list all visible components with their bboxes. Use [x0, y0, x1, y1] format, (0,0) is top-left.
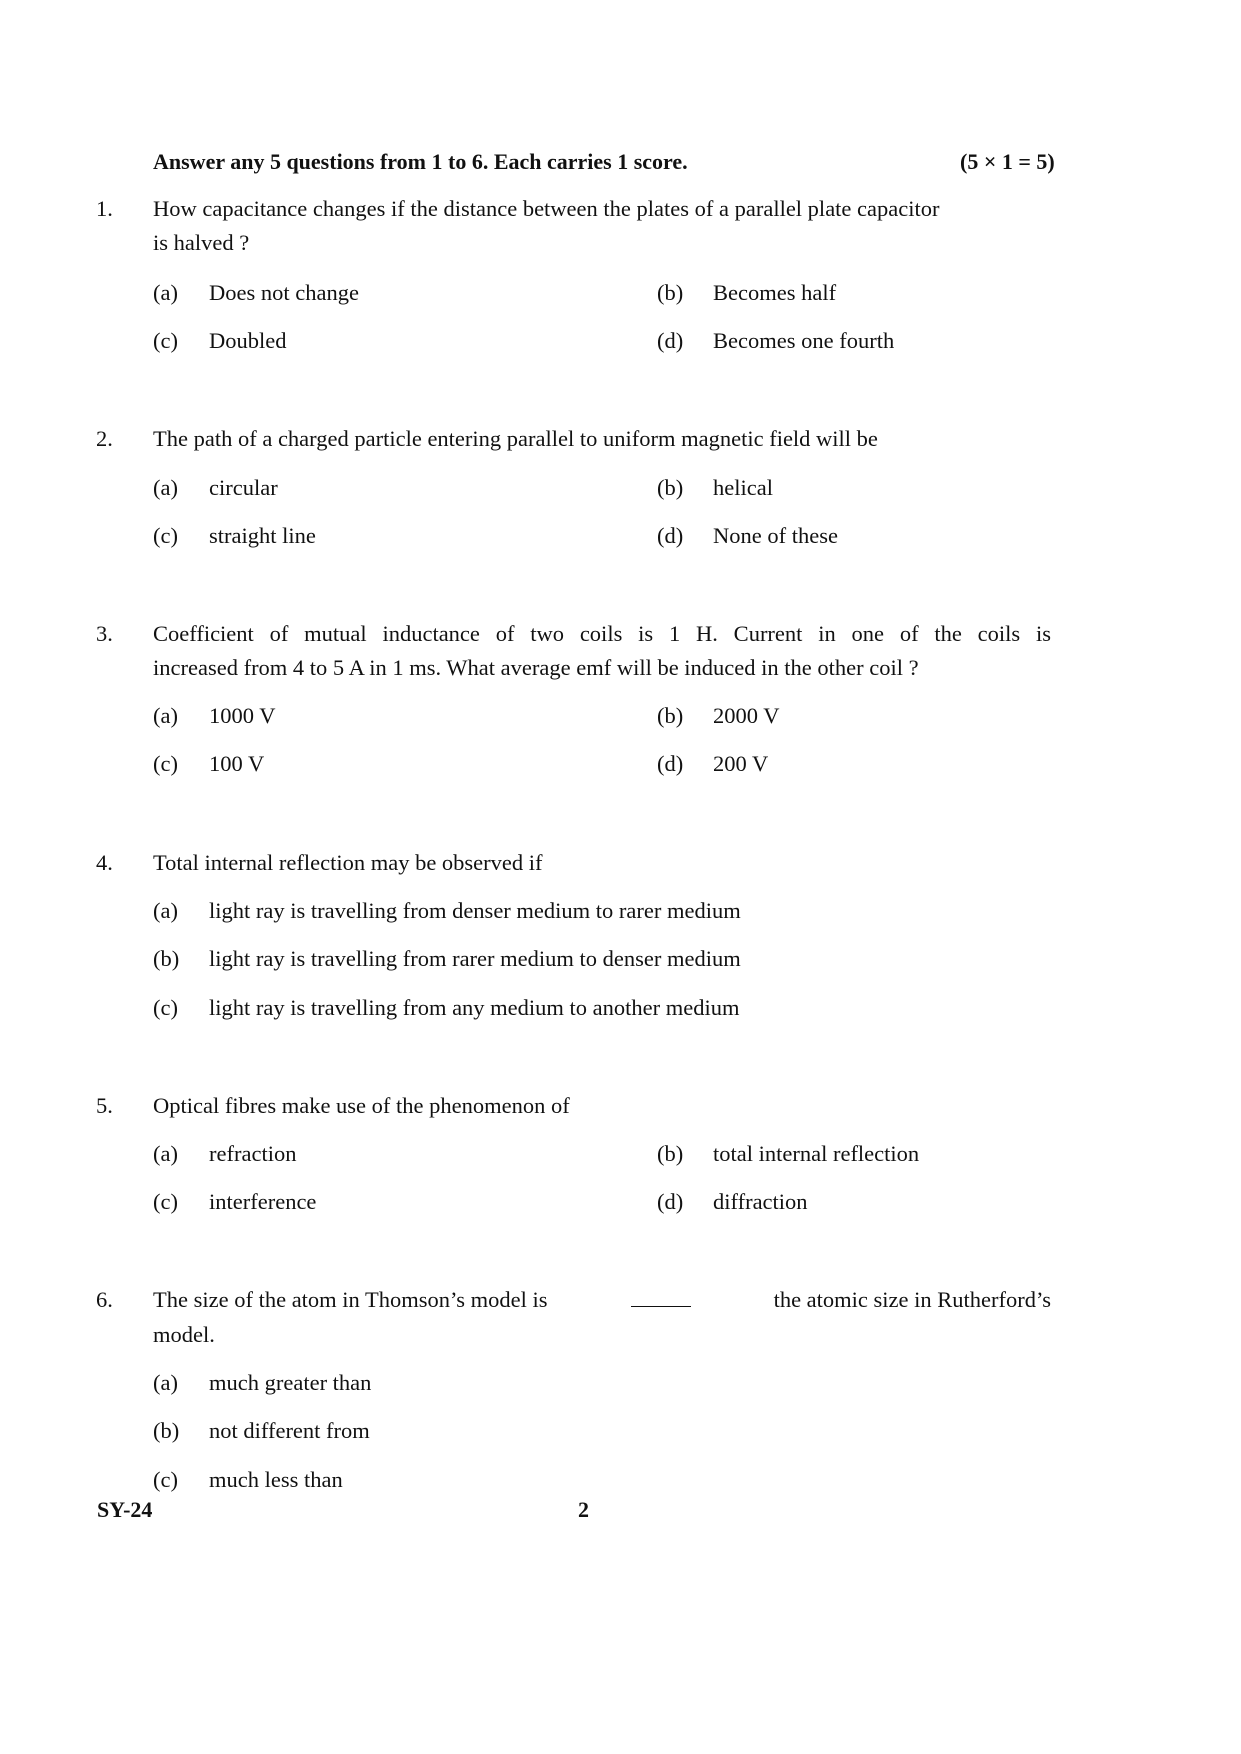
question-text-line1: How capacitance changes if the distance between the plates of a parallel plate capacitor — [153, 196, 940, 221]
option-text: interference — [209, 1189, 317, 1214]
question-text-line1: Optical fibres make use of the phenomenon of — [153, 1093, 570, 1118]
option-label: (d) — [657, 751, 684, 776]
option-a — [153, 1141, 296, 1167]
question-text-line2: model. — [153, 1322, 215, 1347]
option-text: 2000 V — [713, 703, 780, 728]
option-label: (b) — [657, 1141, 684, 1166]
question-text-line1 — [153, 1283, 1051, 1317]
question-number: 3. — [96, 621, 113, 646]
option-label: (a) — [153, 1141, 178, 1166]
option-a — [153, 280, 359, 306]
option-text: not different from — [209, 1418, 370, 1443]
option-text: 1000 V — [209, 703, 276, 728]
fill-in-blank — [631, 1288, 691, 1307]
option-text: 200 V — [713, 751, 769, 776]
option-text: diffraction — [713, 1189, 808, 1214]
option-text: Becomes half — [713, 280, 837, 305]
option-a — [153, 898, 741, 924]
option-text: 100 V — [209, 751, 265, 776]
option-text: Does not change — [209, 280, 359, 305]
paper-code: SY-24 — [97, 1497, 153, 1522]
option-label: (d) — [657, 328, 684, 353]
question-number: 4. — [96, 850, 113, 875]
option-label: (a) — [153, 1370, 178, 1395]
question-number: 6. — [96, 1287, 113, 1312]
option-label: (b) — [657, 703, 684, 728]
option-c — [153, 1189, 316, 1215]
option-text: light ray is travelling from rarer medium to denser medium — [209, 946, 741, 971]
option-text: much greater than — [209, 1370, 372, 1395]
option-text: light ray is travelling from any medium to another medium — [209, 995, 740, 1020]
option-c — [153, 995, 740, 1021]
option-label: (c) — [153, 995, 178, 1020]
option-b — [657, 475, 773, 501]
question-text-line1: Total internal reflection may be observed if — [153, 850, 543, 875]
option-label: (a) — [153, 898, 178, 923]
question-text-line2: is halved ? — [153, 230, 250, 255]
option-label: (c) — [153, 523, 178, 548]
instruction-text: Answer any 5 questions from 1 to 6. Each carries 1 score. — [153, 149, 688, 174]
option-c — [153, 328, 287, 354]
option-text: None of these — [713, 523, 838, 548]
option-text: Becomes one fourth — [713, 328, 895, 353]
option-text: refraction — [209, 1141, 297, 1166]
option-d — [657, 523, 838, 549]
option-label: (a) — [153, 280, 178, 305]
question-text-part2: the atomic size in Rutherford’s — [773, 1287, 1051, 1312]
question-text-part1: The size of the atom in Thomson’s model is — [153, 1287, 548, 1312]
page-number: 2 — [578, 1497, 589, 1522]
option-b — [657, 1141, 919, 1167]
option-d — [657, 1189, 808, 1215]
option-text: much less than — [209, 1467, 343, 1492]
option-label: (a) — [153, 703, 178, 728]
option-label: (d) — [657, 1189, 684, 1214]
question-text-line2: increased from 4 to 5 A in 1 ms. What average emf will be induced in the other coil ? — [153, 655, 919, 680]
option-label: (b) — [153, 1418, 180, 1443]
option-text: circular — [209, 475, 278, 500]
option-label: (b) — [153, 946, 180, 971]
question-number: 5. — [96, 1093, 113, 1118]
question-number: 2. — [96, 426, 113, 451]
option-text: helical — [713, 475, 773, 500]
question-text-line1: Coefficient of mutual inductance of two coils is 1 H. Current in one of the coils is — [153, 621, 1051, 646]
option-c — [153, 751, 264, 777]
option-text: Doubled — [209, 328, 287, 353]
option-b — [153, 1418, 370, 1444]
option-label: (d) — [657, 523, 684, 548]
option-label: (c) — [153, 751, 178, 776]
option-a — [153, 475, 278, 501]
option-d — [657, 328, 894, 354]
option-label: (c) — [153, 328, 178, 353]
option-b — [657, 703, 779, 729]
option-label: (c) — [153, 1467, 178, 1492]
marks-text: (5 × 1 = 5) — [960, 149, 1055, 174]
question-text-line1: The path of a charged particle entering parallel to uniform magnetic field will be — [153, 426, 878, 451]
option-d — [657, 751, 768, 777]
option-c — [153, 1467, 343, 1493]
option-a — [153, 1370, 371, 1396]
question-number: 1. — [96, 196, 113, 221]
option-text: total internal reflection — [713, 1141, 920, 1166]
option-text: light ray is travelling from denser medium to rarer medium — [209, 898, 741, 923]
option-label: (b) — [657, 280, 684, 305]
option-b — [153, 946, 741, 972]
option-a — [153, 703, 275, 729]
option-label: (a) — [153, 475, 178, 500]
option-b — [657, 280, 836, 306]
option-label: (c) — [153, 1189, 178, 1214]
option-c — [153, 523, 316, 549]
option-text: straight line — [209, 523, 316, 548]
option-label: (b) — [657, 475, 684, 500]
